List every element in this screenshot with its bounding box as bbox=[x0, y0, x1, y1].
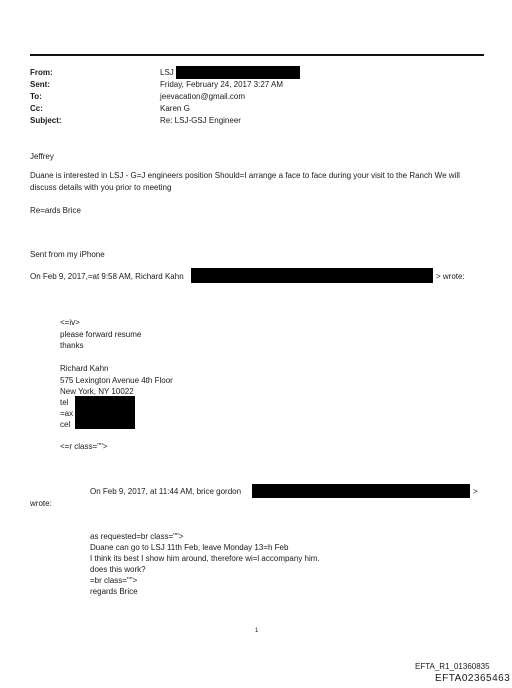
sent-from-line: Sent from my iPhone bbox=[30, 250, 105, 259]
from-label: From: bbox=[30, 68, 53, 77]
body-paragraph-line: Duane is interested in LSJ - G=J engineers position Should=I arrange a face to face during your visit to the Ranch We will bbox=[30, 171, 460, 180]
greeting: Jeffrey bbox=[30, 152, 54, 161]
signature-tel-label: tel bbox=[60, 398, 69, 407]
signature-fax-label: =ax bbox=[60, 409, 74, 418]
quoted-line: as requested=br class=""> bbox=[90, 532, 184, 541]
redaction-box bbox=[176, 66, 300, 79]
from-value: LSJ bbox=[160, 68, 174, 77]
quoted-line: does this work? bbox=[90, 565, 146, 574]
cc-value: Karen G bbox=[160, 104, 190, 113]
subject-value: Re: LSJ-GSJ Engineer bbox=[160, 116, 241, 125]
wrote-label: wrote: bbox=[30, 499, 52, 508]
signoff: Re=ards Brice bbox=[30, 206, 81, 215]
to-label: To: bbox=[30, 92, 42, 101]
signature-name: Richard Kahn bbox=[60, 364, 109, 373]
body-paragraph-line: discuss details with you prior to meeting bbox=[30, 183, 172, 192]
bates-stamp: EFTA02365463 bbox=[435, 673, 511, 684]
quote-header: On Feb 9, 2017, at 11:44 AM, brice gordon bbox=[90, 487, 242, 496]
redaction-box bbox=[75, 396, 135, 429]
redaction-box bbox=[191, 268, 433, 283]
redaction-box bbox=[252, 484, 470, 498]
sent-value: Friday, February 24, 2017 3:27 AM bbox=[160, 80, 284, 89]
quoted-tag: <=iv> bbox=[60, 318, 80, 327]
bates-stamp: EFTA_R1_01360835 bbox=[415, 662, 490, 671]
to-value: jeevacation@gmail.com bbox=[160, 92, 246, 101]
sent-label: Sent: bbox=[30, 80, 50, 89]
quoted-line: I think its best I show him around, therefore wi=l accompany him. bbox=[90, 554, 320, 563]
signature-cel-label: cel bbox=[60, 420, 71, 429]
quoted-line: regards Brice bbox=[90, 587, 138, 596]
quoted-line: Duane can go to LSJ 11th Feb, leave Monday 13=h Feb bbox=[90, 543, 289, 552]
page-number: 1 bbox=[255, 628, 259, 634]
quoted-line: =br class=""> bbox=[90, 576, 138, 585]
signature-address: 575 Lexington Avenue 4th Floor bbox=[60, 376, 173, 385]
quoted-line: please forward resume bbox=[60, 330, 142, 339]
header-rule bbox=[30, 54, 484, 56]
cc-label: Cc: bbox=[30, 104, 43, 113]
quoted-line: thanks bbox=[60, 341, 84, 350]
quote-header: On Feb 9, 2017,=at 9:58 AM, Richard Kahn bbox=[30, 272, 184, 281]
quoted-tag: <=r class=""> bbox=[60, 442, 108, 451]
subject-label: Subject: bbox=[30, 116, 62, 125]
quote-header-suffix: > wrote: bbox=[436, 272, 465, 281]
signature-address: New York, NY 10022 bbox=[60, 387, 134, 396]
quote-header-suffix: > bbox=[473, 487, 478, 496]
